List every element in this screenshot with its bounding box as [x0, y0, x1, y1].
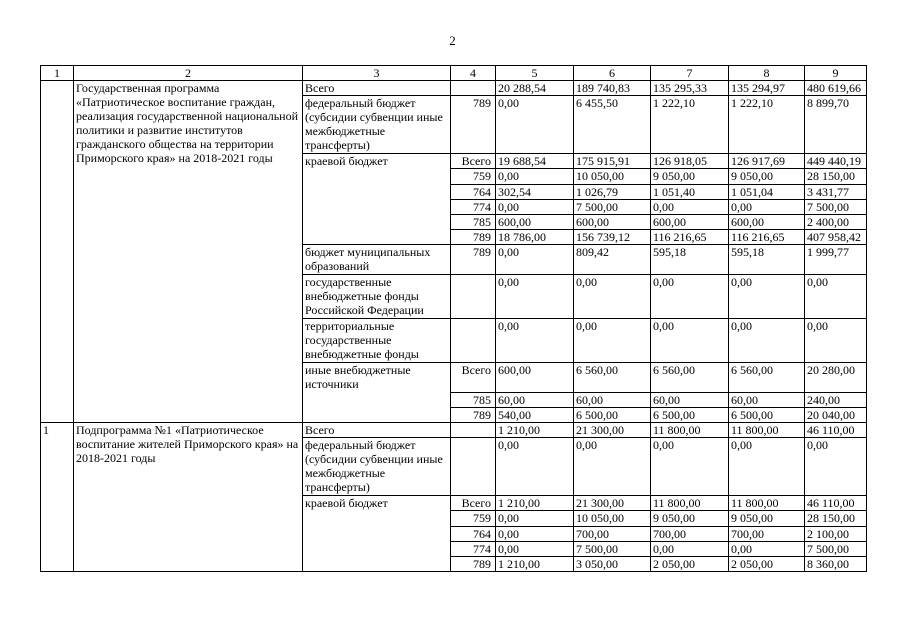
subprogram-row — [41, 423, 867, 438]
amount-cell: 11 800,00 — [651, 496, 729, 511]
budget-code: 774 — [451, 542, 496, 557]
budget-code: 789 — [451, 230, 496, 245]
amount-cell: 600,00 — [496, 363, 574, 393]
amount-cell: 0,00 — [805, 319, 867, 363]
amount-cell: 0,00 — [651, 438, 729, 496]
budget-code: 764 — [451, 527, 496, 542]
amount-cell: 600,00 — [651, 215, 729, 230]
funding-source: Всего — [303, 81, 451, 96]
header-cell: 6 — [574, 66, 651, 81]
amount-cell: 1 999,77 — [805, 245, 867, 275]
amount-cell: 116 216,65 — [651, 230, 729, 245]
amount-cell: 7 500,00 — [805, 542, 867, 557]
amount-cell: 7 500,00 — [805, 200, 867, 215]
amount-cell: 0,00 — [496, 200, 574, 215]
amount-cell: 600,00 — [729, 215, 805, 230]
amount-cell: 449 440,19 — [805, 154, 867, 169]
amount-cell: 0,00 — [496, 511, 574, 527]
amount-cell: 0,00 — [729, 319, 805, 363]
amount-cell: 1 210,00 — [496, 496, 574, 511]
amount-cell: 60,00 — [496, 393, 574, 408]
budget-table — [40, 65, 867, 572]
budget-code — [451, 275, 496, 319]
funding-source: краевой бюджет — [303, 154, 451, 245]
amount-cell: 1 210,00 — [496, 557, 574, 572]
funding-source: государственные внебюджетные фонды Российской Федерации — [303, 275, 451, 319]
header-cell: 1 — [41, 66, 74, 81]
funding-source: федеральный бюджет (субсидии субвенции иные межбюджетные трансферты) — [303, 96, 451, 154]
amount-cell: 1 222,10 — [729, 96, 805, 154]
amount-cell: 240,00 — [805, 393, 867, 408]
amount-cell: 21 300,00 — [574, 423, 651, 438]
amount-cell: 0,00 — [496, 542, 574, 557]
amount-cell: 2 050,00 — [651, 557, 729, 572]
amount-cell: 9 050,00 — [651, 511, 729, 527]
amount-cell: 480 619,66 — [805, 81, 867, 96]
amount-cell: 28 150,00 — [805, 511, 867, 527]
amount-cell: 20 040,00 — [805, 408, 867, 423]
amount-cell: 0,00 — [729, 438, 805, 496]
amount-cell: 20 288,54 — [496, 81, 574, 96]
amount-cell: 116 216,65 — [729, 230, 805, 245]
amount-cell: 6 560,00 — [651, 363, 729, 393]
amount-cell: 700,00 — [574, 527, 651, 542]
funding-source: бюджет муниципальных образований — [303, 245, 451, 275]
amount-cell: 6 500,00 — [729, 408, 805, 423]
amount-cell: 700,00 — [651, 527, 729, 542]
header-cell: 5 — [496, 66, 574, 81]
amount-cell: 0,00 — [729, 542, 805, 557]
budget-code: 789 — [451, 96, 496, 154]
header-cell: 2 — [74, 66, 303, 81]
amount-cell: 0,00 — [496, 527, 574, 542]
funding-source: краевой бюджет — [303, 496, 451, 572]
amount-cell: 0,00 — [496, 245, 574, 275]
amount-cell: 2 400,00 — [805, 215, 867, 230]
amount-cell: 156 739,12 — [574, 230, 651, 245]
amount-cell: 1 222,10 — [651, 96, 729, 154]
amount-cell: 700,00 — [729, 527, 805, 542]
amount-cell: 11 800,00 — [729, 496, 805, 511]
page-number: 2 — [449, 33, 456, 48]
amount-cell: 0,00 — [496, 169, 574, 185]
amount-cell: 126 918,05 — [651, 154, 729, 169]
funding-source: территориальные государственные внебюджетные фонды — [303, 319, 451, 363]
budget-code — [451, 81, 496, 96]
subprogram-number: 1 — [41, 423, 74, 572]
amount-cell: 60,00 — [574, 393, 651, 408]
amount-cell: 2 100,00 — [805, 527, 867, 542]
amount-cell: 0,00 — [574, 275, 651, 319]
amount-cell: 0,00 — [496, 319, 574, 363]
amount-cell: 6 560,00 — [574, 363, 651, 393]
amount-cell: 189 740,83 — [574, 81, 651, 96]
budget-code — [451, 438, 496, 496]
amount-cell: 0,00 — [496, 438, 574, 496]
amount-cell: 1 210,00 — [496, 423, 574, 438]
amount-cell: 1 051,04 — [729, 185, 805, 200]
amount-cell: 407 958,42 — [805, 230, 867, 245]
budget-code: Всего — [451, 154, 496, 169]
amount-cell: 18 786,00 — [496, 230, 574, 245]
amount-cell: 0,00 — [574, 319, 651, 363]
amount-cell: 0,00 — [805, 275, 867, 319]
amount-cell: 600,00 — [574, 215, 651, 230]
header-cell: 9 — [805, 66, 867, 81]
budget-code — [451, 423, 496, 438]
budget-code: 785 — [451, 215, 496, 230]
budget-code: 785 — [451, 393, 496, 408]
amount-cell: 0,00 — [496, 96, 574, 154]
amount-cell: 11 800,00 — [729, 423, 805, 438]
amount-cell: 3 050,00 — [574, 557, 651, 572]
amount-cell: 20 280,00 — [805, 363, 867, 393]
amount-cell: 6 500,00 — [574, 408, 651, 423]
amount-cell: 19 688,54 — [496, 154, 574, 169]
amount-cell: 3 431,77 — [805, 185, 867, 200]
amount-cell: 2 050,00 — [729, 557, 805, 572]
header-cell: 3 — [303, 66, 451, 81]
amount-cell: 6 560,00 — [729, 363, 805, 393]
amount-cell: 175 915,91 — [574, 154, 651, 169]
program-row — [41, 81, 867, 96]
budget-code: 789 — [451, 408, 496, 423]
budget-code: 789 — [451, 245, 496, 275]
amount-cell: 1 026,79 — [574, 185, 651, 200]
amount-cell: 21 300,00 — [574, 496, 651, 511]
funding-source: иные внебюджетные источники — [303, 363, 451, 423]
amount-cell: 9 050,00 — [729, 511, 805, 527]
amount-cell: 0,00 — [729, 200, 805, 215]
amount-cell: 6 455,50 — [574, 96, 651, 154]
amount-cell: 0,00 — [651, 200, 729, 215]
header-row — [41, 66, 867, 81]
budget-code: 774 — [451, 200, 496, 215]
budget-code: 789 — [451, 557, 496, 572]
budget-code: 764 — [451, 185, 496, 200]
amount-cell: 7 500,00 — [574, 200, 651, 215]
amount-cell: 0,00 — [496, 275, 574, 319]
amount-cell: 9 050,00 — [651, 169, 729, 185]
header-cell: 4 — [451, 66, 496, 81]
amount-cell: 46 110,00 — [805, 423, 867, 438]
amount-cell: 0,00 — [651, 319, 729, 363]
amount-cell: 8 360,00 — [805, 557, 867, 572]
budget-code: 759 — [451, 169, 496, 185]
budget-code: 759 — [451, 511, 496, 527]
budget-code: Всего — [451, 496, 496, 511]
amount-cell: 0,00 — [651, 275, 729, 319]
budget-code: Всего — [451, 363, 496, 393]
amount-cell: 0,00 — [574, 438, 651, 496]
amount-cell: 1 051,40 — [651, 185, 729, 200]
subprogram-name: Подпрограмма №1 «Патриотическое воспитание жителей Приморского края» на 2018-2021 годы — [74, 423, 303, 572]
program-name: Государственная программа «Патриотическое воспитание граждан, реализация государственной национальной политики и развитие институтов гражданского общества на территории Приморского края» на 2018-2021 годы — [74, 81, 303, 423]
amount-cell: 7 500,00 — [574, 542, 651, 557]
amount-cell: 10 050,00 — [574, 169, 651, 185]
amount-cell: 46 110,00 — [805, 496, 867, 511]
amount-cell: 11 800,00 — [651, 423, 729, 438]
program-number — [41, 81, 74, 423]
amount-cell: 60,00 — [651, 393, 729, 408]
amount-cell: 60,00 — [729, 393, 805, 408]
amount-cell: 595,18 — [729, 245, 805, 275]
amount-cell: 302,54 — [496, 185, 574, 200]
amount-cell: 600,00 — [496, 215, 574, 230]
funding-source: федеральный бюджет (субсидии субвенции иные межбюджетные трансферты) — [303, 438, 451, 496]
header-cell: 7 — [651, 66, 729, 81]
amount-cell: 135 294,97 — [729, 81, 805, 96]
amount-cell: 0,00 — [805, 438, 867, 496]
funding-source: Всего — [303, 423, 451, 438]
amount-cell: 0,00 — [729, 275, 805, 319]
amount-cell: 135 295,33 — [651, 81, 729, 96]
amount-cell: 8 899,70 — [805, 96, 867, 154]
amount-cell: 595,18 — [651, 245, 729, 275]
amount-cell: 6 500,00 — [651, 408, 729, 423]
amount-cell: 10 050,00 — [574, 511, 651, 527]
amount-cell: 540,00 — [496, 408, 574, 423]
amount-cell: 0,00 — [651, 542, 729, 557]
amount-cell: 9 050,00 — [729, 169, 805, 185]
amount-cell: 126 917,69 — [729, 154, 805, 169]
budget-code — [451, 319, 496, 363]
amount-cell: 809,42 — [574, 245, 651, 275]
amount-cell: 28 150,00 — [805, 169, 867, 185]
header-cell: 8 — [729, 66, 805, 81]
